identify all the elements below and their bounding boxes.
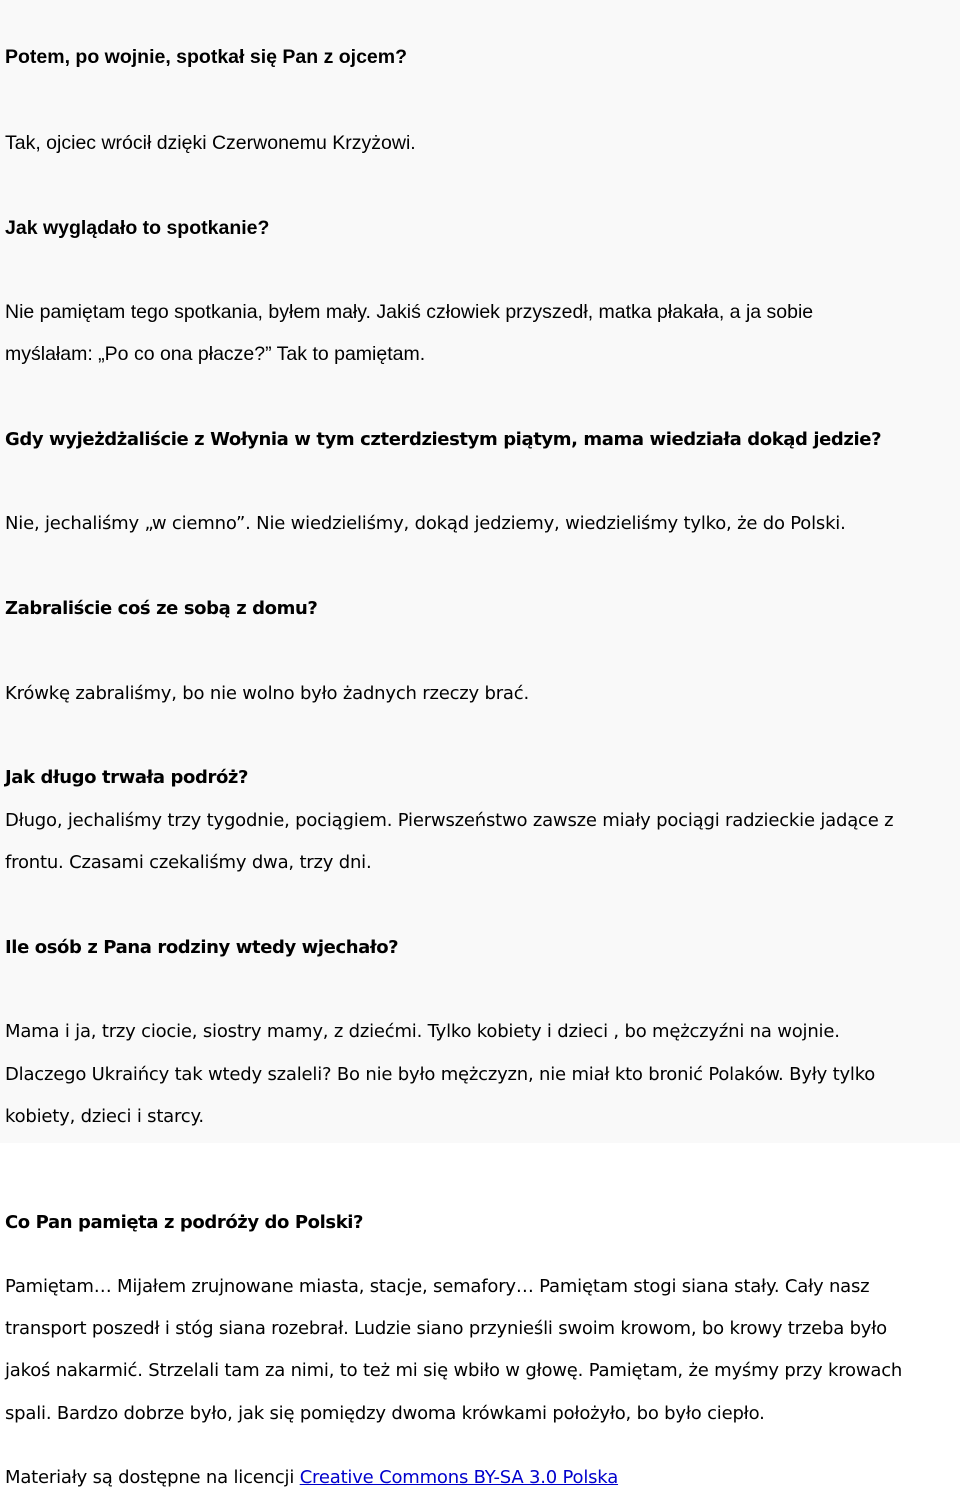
answer-family-line-2: Dlaczego Ukraińcy tak wtedy szaleli? Bo nie było mężczyzn, nie miał kto bronić Polaków. Były tylko: [5, 1064, 876, 1085]
license-link[interactable]: Creative Commons BY-SA 3.0 Polska: [299, 1467, 619, 1488]
question-family-count: Ile osób z Pana rodziny wtedy wjechało?: [5, 937, 399, 958]
answer-meeting-line-1: Nie pamiętam tego spotkania, byłem mały. Jakiś człowiek przyszedł, matka płakała, a ja sobie: [5, 301, 814, 323]
answer-family-line-3: kobiety, dzieci i starcy.: [5, 1106, 204, 1127]
answer-memories-line-1: Pamiętam… Mijałem zrujnowane miasta, stacje, semafory… Pamiętam stogi siana stały. Cały nasz: [5, 1276, 870, 1297]
answer-leaving-volhynia: Nie, jechaliśmy „w ciemno”. Nie wiedzieliśmy, dokąd jedziemy, wiedzieliśmy tylko, że do Polski.: [5, 513, 846, 534]
answer-meeting-line-2: myślałam: „Po co ona płacze?” Tak to pamiętam.: [5, 343, 426, 365]
question-leaving-volhynia: Gdy wyjeżdżaliście z Wołynia w tym czterdziestym piątym, mama wiedziała dokąd jedzie?: [5, 429, 882, 450]
answer-family-line-1: Mama i ja, trzy ciocie, siostry mamy, z dziećmi. Tylko kobiety i dzieci , bo mężczyźni na wojnie.: [5, 1021, 840, 1042]
question-journey-memories: Co Pan pamięta z podróży do Polski?: [5, 1212, 364, 1233]
answer-memories-line-2: transport poszedł i stóg siana rozebrał. Ludzie siano przynieśli swoim krowom, bo krowy trzeba było: [5, 1318, 887, 1339]
answer-took-cow: Krówkę zabraliśmy, bo nie wolno było żadnych rzeczy brać.: [5, 683, 529, 704]
license-prefix: Materiały są dostępne na licencji: [5, 1467, 300, 1488]
answer-father-return: Tak, ojciec wrócił dzięki Czerwonemu Krzyżowi.: [5, 132, 416, 154]
answer-journey-line-2: frontu. Czasami czekaliśmy dwa, trzy dni.: [5, 852, 372, 873]
question-journey-length: Jak długo trwała podróż?: [5, 767, 249, 788]
answer-journey-line-1: Długo, jechaliśmy trzy tygodnie, pociągiem. Pierwszeństwo zawsze miały pociągi radzieckie jadące z: [5, 810, 894, 831]
question-took-from-home: Zabraliście coś ze sobą z domu?: [5, 598, 318, 619]
question-father-meeting: Potem, po wojnie, spotkał się Pan z ojcem?: [5, 46, 408, 68]
answer-memories-line-3: jakoś nakarmić. Strzelali tam za nimi, to też mi się wbiło w głowę. Pamiętam, że myśmy przy krowach: [5, 1360, 903, 1381]
answer-memories-line-4: spali. Bardzo dobrze było, jak się pomiędzy dwoma krówkami położyło, bo było ciepło.: [5, 1403, 765, 1424]
license-footer: [5, 1466, 618, 1490]
question-meeting-look: Jak wyglądało to spotkanie?: [5, 217, 270, 239]
